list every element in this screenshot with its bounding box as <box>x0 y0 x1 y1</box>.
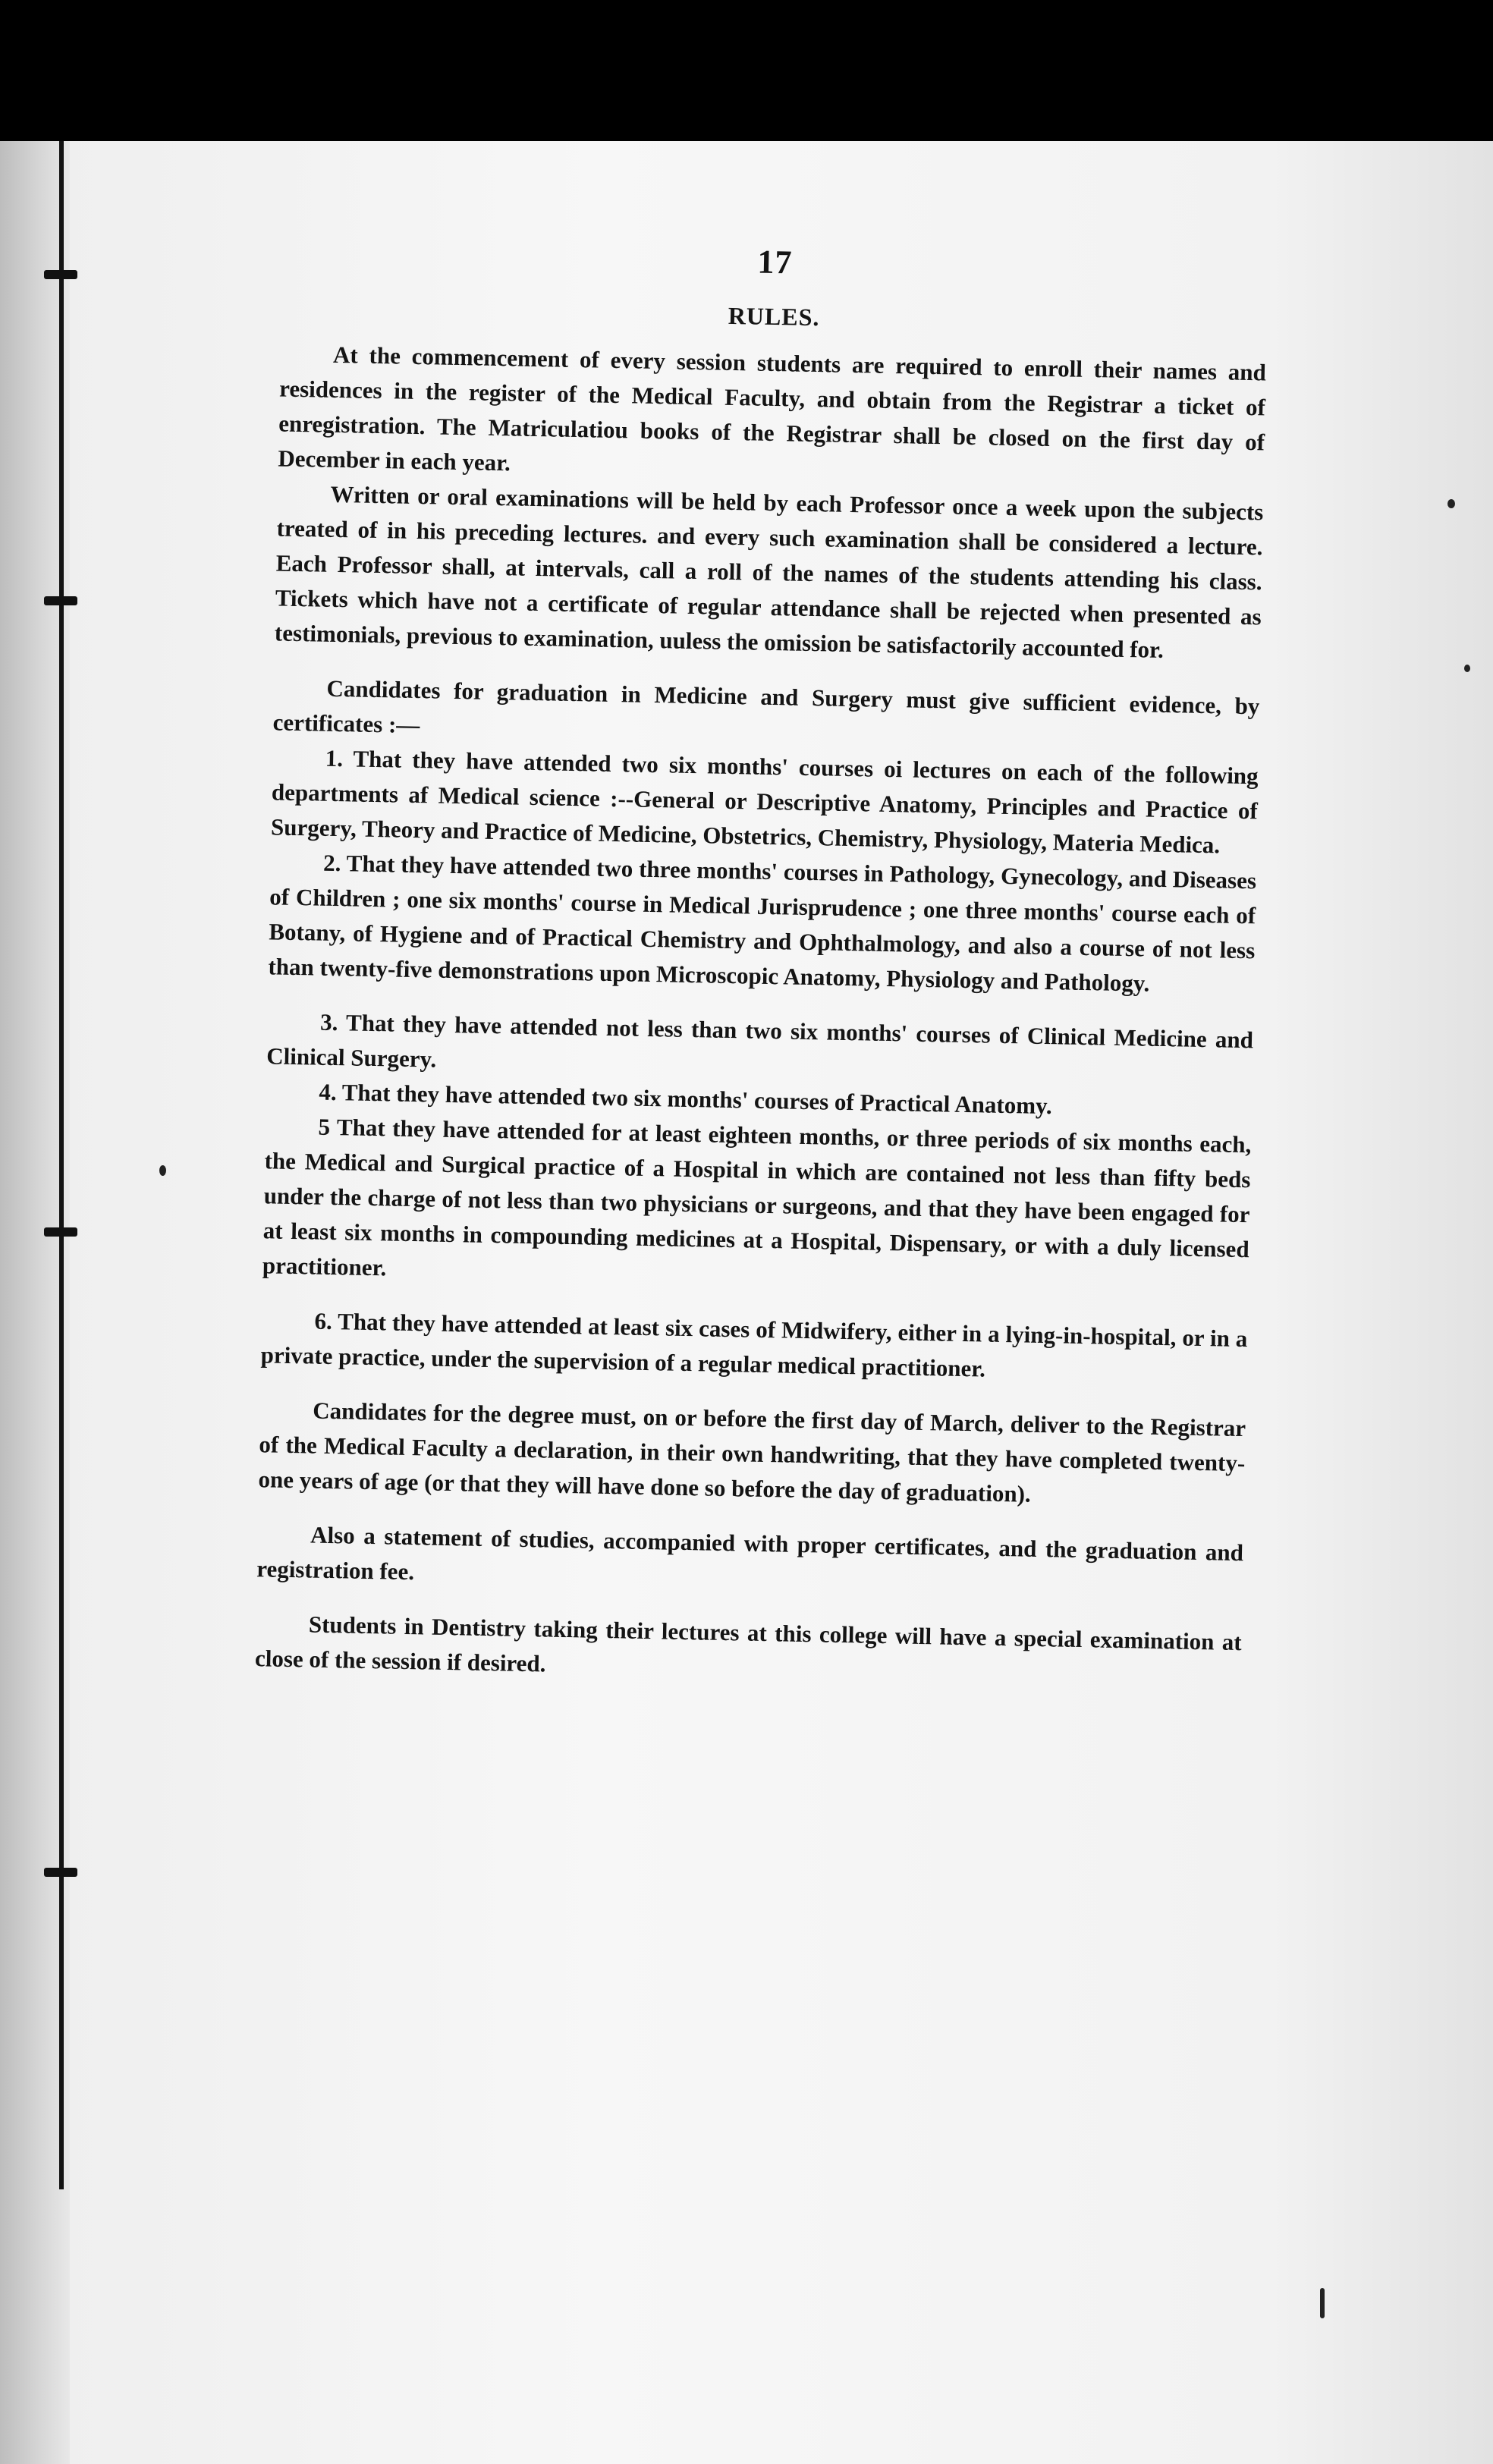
binding-tick <box>44 1227 77 1237</box>
requirement-item: 6. That they have attended at least six cases of Midwifery, either in a lying-in-hospital, or in a private practice, under the supervision of a regular medical practitioner. <box>260 1307 1248 1382</box>
paragraph: Also a statement of studies, accompanied with proper certificates, and the graduation and registration fee. <box>256 1521 1244 1586</box>
dust-speck <box>1447 499 1455 508</box>
requirement-item: 4. That they have attended two six months' courses of Practical Anatomy. <box>319 1078 1052 1120</box>
binding-tick <box>44 596 77 605</box>
binding-line <box>59 141 64 2189</box>
page-text <box>255 234 1268 1696</box>
paragraph: Candidates for graduation in Medicine and Surgery must give sufficient evidence, by certificates :— <box>272 674 1260 739</box>
requirement-item: 1. That they have attended two six months' courses oi lectures on each of the following departments af Medical science :--General or Descriptive Anatomy, Principles and Practice of Surgery, Theory and Practice of Medicine, Obstetrics, Chemistry, Physiology, Materia Medica. <box>270 744 1259 859</box>
requirement-item: 2. That they have attended two three months' courses in Pathology, Gynecology, and Diseases of Children ; one six months' course in Medical Jurisprudence ; one three months' course each of Botany, of Hygiene and of Practical Chemistry and Ophthalmology, and also a course of not less than twenty-five demonstrations upon Microscopic Anatomy, Physiology and Pathology. <box>268 849 1257 997</box>
dust-speck <box>159 1165 166 1176</box>
page-heading: RULES. <box>728 301 820 332</box>
requirement-item: 5 That they have attended for at least eighteen months, or three periods of six months each, the Medical and Surgical practice of a Hospital in which are contained not less than fifty beds under the charge of not less than two physicians or surgeons, and that they have been engaged for at least six months in compounding medicines at a Hospital, Dispensary, or with a duly licensed practitioner. <box>262 1113 1252 1281</box>
requirement-item: 3. That they have attended not less than two six months' courses of Clinical Medicine and Clinical Surgery. <box>266 1008 1254 1073</box>
paragraph: Candidates for the degree must, on or before the first day of March, deliver to the Registrar of the Medical Faculty a declaration, in their own handwriting, that they have completed twenty-one years of age (or that they will have done so before the day of graduation). <box>258 1397 1246 1507</box>
binding-tick <box>44 270 77 279</box>
dust-speck <box>1320 2288 1325 2318</box>
paragraph: Students in Dentistry taking their lectures at this college will have a special examination at close of the session if desired. <box>254 1611 1243 1677</box>
dust-speck <box>1464 665 1470 672</box>
paragraph: At the commencement of every session students are required to enroll their names and residences in the register of the Medical Faculty, and obtain from the Registrar a ticket of enregistration. The Matriculatiou books of the Registrar shall be closed on the first day of December in each year. <box>278 341 1267 476</box>
binding-tick <box>44 1868 77 1877</box>
page-number: 17 <box>757 243 793 281</box>
paragraph: Written or oral examinations will be held by each Professor once a week upon the subjects treated of in his preceding lectures. and every such examination shall be considered a lecture. Each Professor shall, at intervals, call a roll of the names of the students attending his class. Tickets which have not a certificate of regular attendance shall be rejected when presented as testimonials, previous to examination, uuless the omission be satisfactorily accounted for. <box>274 480 1264 663</box>
